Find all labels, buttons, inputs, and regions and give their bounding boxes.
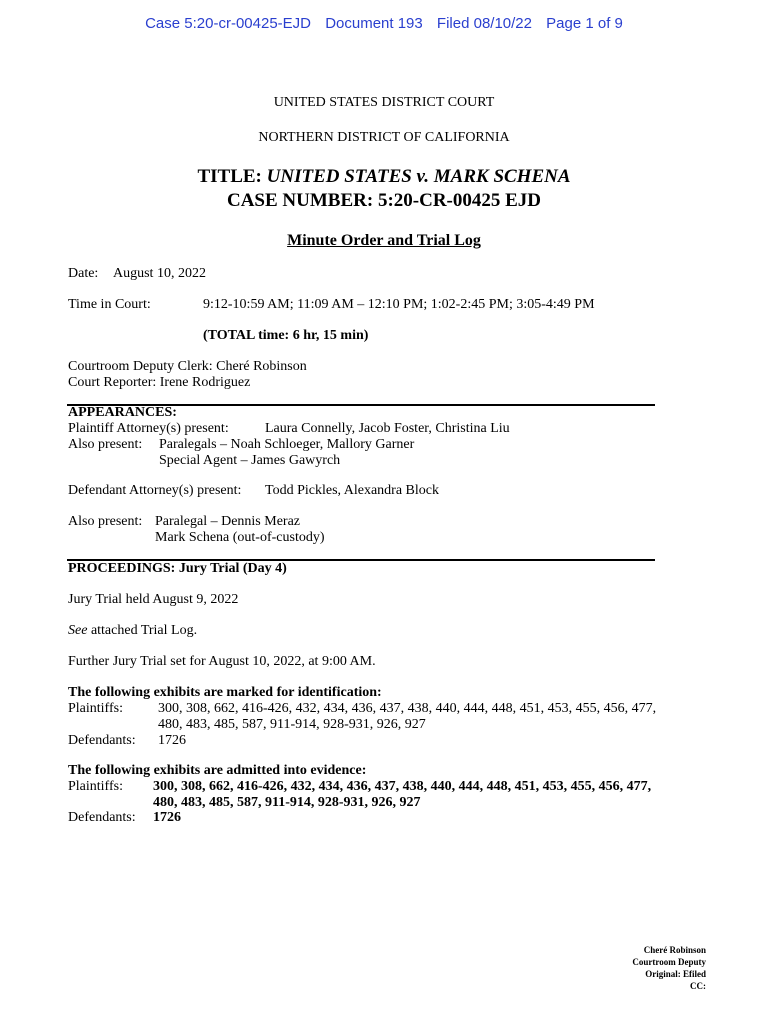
admitted-defendants-exhibits: 1726 — [153, 810, 181, 825]
admitted-plaintiffs-label: Plaintiffs: — [68, 779, 123, 794]
plaintiff-attorney-label: Plaintiff Attorney(s) present: — [68, 421, 229, 436]
trial-held: Jury Trial held August 9, 2022 — [68, 592, 239, 607]
plaintiff-paralegals: Paralegals – Noah Schloeger, Mallory Garner — [159, 437, 415, 452]
plaintiff-attorney-names: Laura Connelly, Jacob Foster, Christina Liu — [265, 421, 510, 436]
case-title-value: UNITED STATES v. MARK SCHENA — [266, 166, 571, 187]
plaintiff-also-present-label: Also present: — [68, 437, 143, 452]
see-rest: attached Trial Log. — [87, 623, 198, 638]
date-value: August 10, 2022 — [113, 266, 206, 281]
marked-plaintiffs-exhibits: 300, 308, 662, 416-426, 432, 434, 436, 437, 438, 440, 444, 448, 451, 453, 455, 456, 477, — [158, 701, 657, 716]
further-trial: Further Jury Trial set for August 10, 2022, at 9:00 AM. — [68, 654, 376, 669]
exhibits-admitted-heading: The following exhibits are admitted into evidence: — [68, 763, 367, 778]
signature-cc: CC: — [690, 981, 706, 991]
date-label: Date: — [68, 266, 99, 281]
defendant-attorney-label: Defendant Attorney(s) present: — [68, 483, 242, 498]
admitted-defendants-label: Defendants: — [68, 810, 136, 825]
case-number-value: 5:20-CR-00425 EJD — [377, 190, 542, 211]
marked-defendants-exhibits: 1726 — [158, 733, 186, 748]
court-district: NORTHERN DISTRICT OF CALIFORNIA — [258, 130, 510, 145]
document-heading: Minute Order and Trial Log — [287, 232, 481, 249]
case-title-label: TITLE: — [197, 166, 262, 187]
marked-plaintiffs-label: Plaintiffs: — [68, 701, 123, 716]
case-number-label: CASE NUMBER: — [226, 190, 374, 211]
court-reporter: Court Reporter: Irene Rodriguez — [68, 375, 251, 390]
signature-original: Original: Efiled — [645, 969, 706, 979]
appearances-heading: APPEARANCES: — [68, 405, 177, 420]
courtroom-deputy-clerk: Courtroom Deputy Clerk: Cheré Robinson — [68, 359, 307, 374]
header-case-number: Case 5:20-cr-00425-EJD — [145, 15, 312, 32]
defendant-name: Mark Schena (out-of-custody) — [155, 530, 325, 545]
marked-defendants-label: Defendants: — [68, 733, 136, 748]
header-page-number: Page 1 of 9 — [546, 15, 623, 32]
special-agent: Special Agent – James Gawyrch — [159, 453, 341, 468]
header-filed-date: Filed 08/10/22 — [436, 15, 532, 32]
header-document-number: Document 193 — [325, 15, 423, 32]
case-title — [0, 166, 768, 188]
signature-name: Cheré Robinson — [643, 945, 706, 955]
signature-title: Courtroom Deputy — [632, 957, 706, 967]
admitted-plaintiffs-exhibits: 300, 308, 662, 416-426, 432, 434, 436, 437, 438, 440, 444, 448, 451, 453, 455, 456, 477, — [153, 779, 652, 794]
defendant-also-present-label: Also present: — [68, 514, 143, 529]
court-name: UNITED STATES DISTRICT COURT — [273, 95, 495, 110]
case-number — [0, 190, 768, 212]
admitted-plaintiffs-exhibits-cont: 480, 483, 485, 587, 911-914, 928-931, 926, 927 — [153, 795, 421, 810]
defendant-paralegal: Paralegal – Dennis Meraz — [155, 514, 300, 529]
proceedings-heading: PROCEEDINGS: Jury Trial (Day 4) — [68, 561, 287, 576]
marked-plaintiffs-exhibits-cont: 480, 483, 485, 587, 911-914, 928-931, 926, 927 — [158, 717, 426, 732]
ecf-header — [0, 16, 768, 32]
defendant-attorney-names: Todd Pickles, Alexandra Block — [265, 483, 439, 498]
trial-log-reference — [68, 623, 197, 639]
total-time: (TOTAL time: 6 hr, 15 min) — [203, 328, 369, 343]
time-in-court-label: Time in Court: — [68, 297, 151, 312]
exhibits-marked-heading: The following exhibits are marked for identification: — [68, 685, 382, 700]
see-italic: See — [68, 623, 88, 638]
time-in-court-value: 9:12-10:59 AM; 11:09 AM – 12:10 PM; 1:02-2:45 PM; 3:05-4:49 PM — [203, 297, 595, 312]
